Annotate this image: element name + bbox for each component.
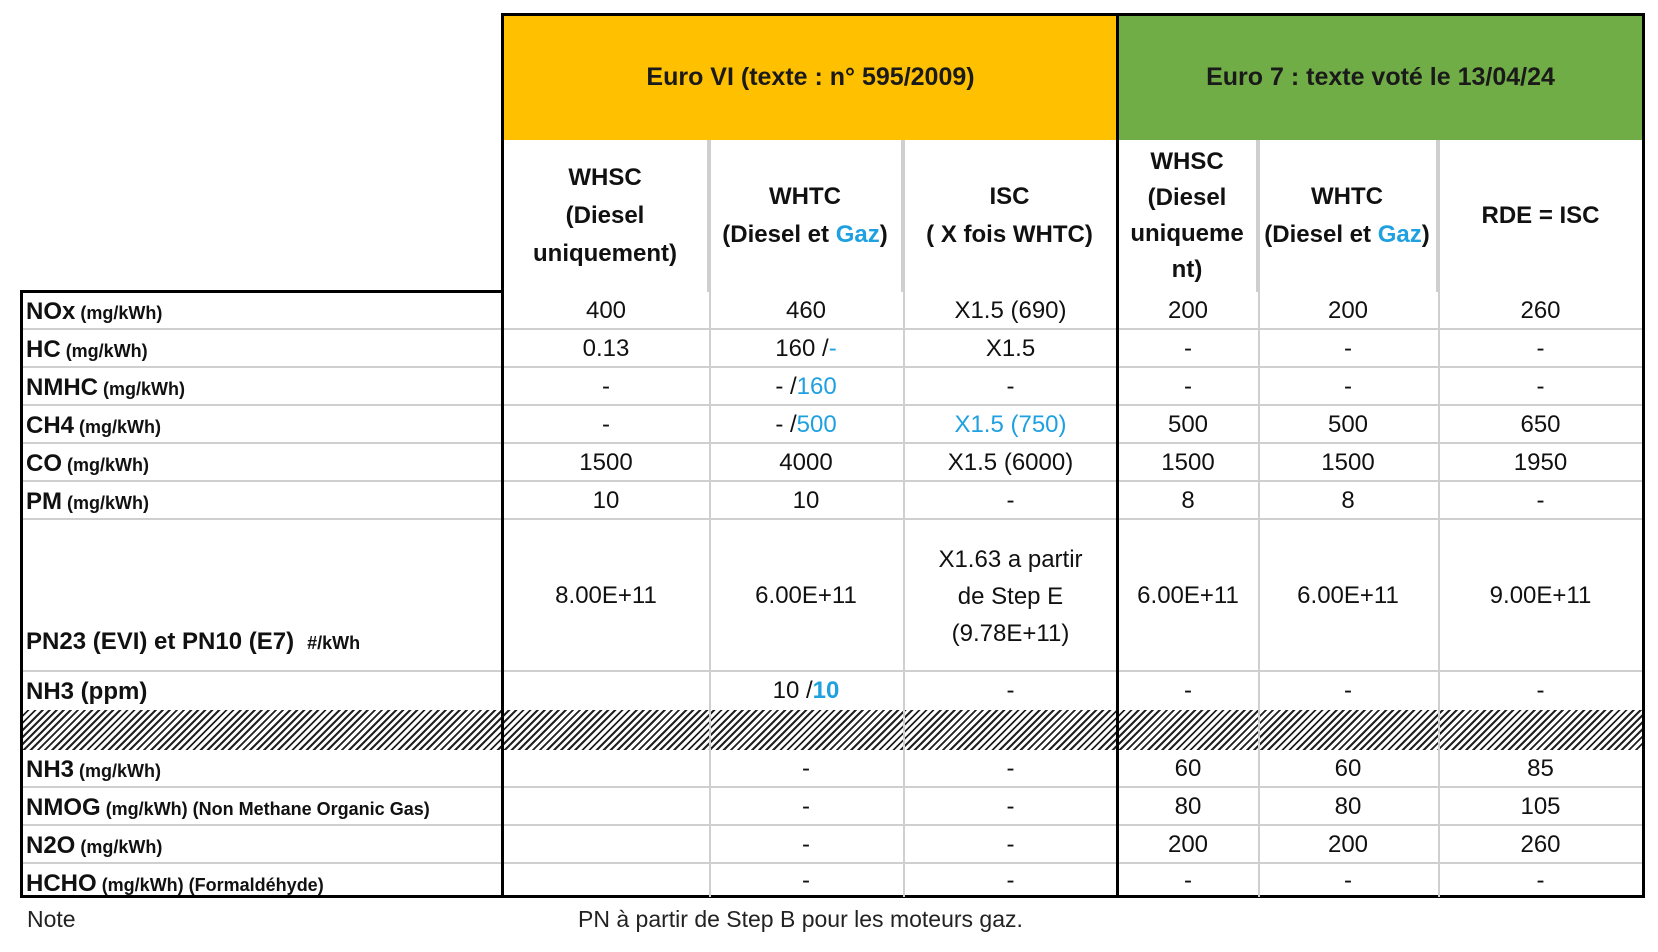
table-cell [1258,788,1438,826]
table-cell [1118,292,1258,330]
table-cell [709,368,903,406]
row-name: NH3 (ppm) [26,678,148,705]
cell-value: 260 [1520,831,1561,858]
col-header-rde: RDE = ISC [1481,202,1600,229]
table-cell [503,444,709,482]
table-cell [1258,292,1438,330]
cell-value-gas: 10 [812,677,840,704]
table-cell [709,788,903,826]
table-cell [1438,788,1643,826]
cell-value: - [1536,487,1545,514]
cell-value: - [1536,335,1545,362]
row-label [26,374,185,402]
table-cell [1438,750,1643,788]
cell-value: - / [775,373,797,400]
row-unit: (mg/kWh) [67,455,149,475]
table-cell [903,330,1118,368]
column-divider [1438,140,1440,897]
table-cell [1258,482,1438,520]
table-cell [903,672,1118,710]
table-cell [903,368,1118,406]
cell-value: 200 [1167,831,1209,858]
table-cell [1258,330,1438,368]
cell-value: 160 / [775,335,829,362]
column-divider [709,140,711,897]
table-cell [1258,864,1438,897]
cell-value: - [602,373,610,400]
table-cell [1118,330,1258,368]
cell-value: - [1536,373,1545,400]
cell-value: - [1006,677,1015,704]
cell-value: 1500 [1321,449,1375,476]
table-cell [503,864,709,897]
row-label [26,336,148,364]
cell-value: 6.00E+11 [755,582,857,609]
row-label [26,832,162,860]
cell-value: - [1184,335,1192,362]
row-name: PN23 (EVI) et PN10 (E7) [26,628,295,655]
border-top [501,13,1645,16]
col-header-whsc-e7: WHSC (Diesel uniqueme nt) [1118,140,1258,292]
cell-value: - [1184,677,1192,704]
cell-value: 500 [1327,411,1369,438]
row-label [26,412,161,440]
row-unit: (mg/kWh) [103,379,185,399]
cell-value: - / [775,411,797,438]
table-cell [903,826,1118,864]
table-cell [903,750,1118,788]
row-unit: (mg/kWh) (Formaldéhyde) [101,875,324,895]
cell-value: 1950 [1513,449,1568,476]
table-cell [1118,750,1258,788]
cell-value: 1500 [579,449,633,476]
table-cell [903,520,1118,672]
cell-value: 1500 [1161,449,1215,476]
table-cell [1438,520,1643,672]
table-cell [903,292,1118,330]
row-unit: (mg/kWh) [67,493,149,513]
cell-value: 60 [1174,755,1202,782]
table-cell [903,482,1118,520]
table-cell [709,520,903,672]
col-header-isc: ISC ( X fois WHTC) [903,140,1118,292]
row-name: CO [26,450,62,477]
column-divider [903,140,905,897]
table-cell [503,406,709,444]
cell-value: 260 [1520,297,1561,324]
cell-value: X1.5 (6000) [947,449,1074,476]
cell-value-gas: 160 [796,373,837,400]
cell-value: 4000 [779,449,833,476]
cell-value: - [1184,866,1192,894]
cell-value: 10 / [772,677,813,704]
cell-value: 400 [585,297,627,324]
cell-value: 650 [1520,411,1561,438]
row-label [26,628,360,656]
row-name: NOx [26,298,76,325]
row-name: PM [26,488,62,515]
cell-value: 60 [1334,755,1362,782]
row-label [26,678,147,706]
border-label-top [20,290,504,293]
table-cell [709,292,903,330]
row-label [26,756,161,784]
cell-value: - [1006,831,1015,858]
cell-line: (9.78E+11) [951,619,1070,647]
table-cell [903,864,1118,897]
note-label: Note [27,906,76,932]
table-cell [1438,444,1643,482]
cell-value: 500 [1167,411,1209,438]
table-cell [1118,826,1258,864]
cell-value: - [1006,793,1015,820]
row-unit: (mg/kWh) (Non Methane Organic Gas) [105,799,430,819]
table-cell [503,520,709,672]
table-cell [503,292,709,330]
section-divider [20,710,1643,750]
table-cell [1118,672,1258,710]
cell-value: - [802,866,810,894]
table-cell [1258,368,1438,406]
row-name: CH4 [26,412,75,439]
table-cell [1118,406,1258,444]
row-name: N2O [26,832,76,859]
row-label [26,450,149,478]
table-cell [1258,406,1438,444]
cell-value-gas: 500 [796,411,837,438]
row-unit: (mg/kWh) [79,761,162,781]
table-cell [1438,330,1643,368]
column-divider [1258,140,1260,897]
cell-line: X1.63 a partir [938,545,1083,573]
cell-value: 200 [1327,831,1369,858]
cell-value: 6.00E+11 [1137,582,1239,609]
table-cell [503,750,709,788]
row-name: NMOG [26,794,101,821]
cell-value: 85 [1527,755,1554,782]
cell-value: - [1006,487,1015,514]
cell-value: - [1536,677,1545,704]
cell-value-gas: - [828,335,837,362]
table-cell [1118,864,1258,897]
cell-value: - [802,793,810,820]
cell-value: 200 [1167,297,1209,324]
cell-value: - [1536,866,1545,894]
table-cell [1258,520,1438,672]
euro7-header [1118,15,1643,140]
cell-value: - [1184,373,1192,400]
table-cell [1258,672,1438,710]
table-cell [1118,368,1258,406]
row-label [26,794,430,822]
row-name: HCHO [26,870,97,897]
cell-value: 8 [1341,487,1355,514]
col-header-whtc-e7: WHTC (Diesel et Gaz) [1258,140,1438,292]
table-cell [1118,520,1258,672]
table-cell [503,368,709,406]
row-label [26,488,149,516]
cell-value: - [1344,373,1352,400]
cell-value: - [1344,866,1352,894]
euro6-header [503,15,1118,140]
row-name: HC [26,336,61,363]
table-cell [903,406,1118,444]
cell-value: X1.5 (690) [954,297,1067,324]
cell-value: - [1006,755,1015,782]
cell-value: - [602,411,610,438]
cell-value: - [802,755,810,782]
cell-value: 105 [1520,793,1561,820]
table-cell [709,826,903,864]
cell-value: 8.00E+11 [555,582,657,609]
table-cell [1258,444,1438,482]
table-cell [709,330,903,368]
table-cell [1118,482,1258,520]
table-cell [1438,482,1643,520]
cell-line: de Step E [957,582,1064,610]
cell-value: X1.5 [985,335,1036,362]
table-cell [709,864,903,897]
table-cell [1438,368,1643,406]
table-cell [1438,406,1643,444]
col-header-whtc-e6: WHTC (Diesel et Gaz) [709,140,903,292]
cell-value: - [1344,677,1352,704]
row-label [26,870,324,898]
cell-value: 10 [792,487,820,514]
row-name: NMHC [26,374,98,401]
row-unit: (mg/kWh) [80,837,163,857]
euro7-title: Euro 7 : texte voté le 13/04/24 [1206,63,1555,91]
table-cell [709,672,903,710]
cell-value: 10 [592,487,620,514]
table-cell [503,826,709,864]
table-cell [709,406,903,444]
cell-value: 200 [1327,297,1369,324]
row-unit: (mg/kWh) [65,341,148,361]
table-cell [503,672,709,710]
row-unit: (mg/kWh) [79,417,162,437]
cell-value: 6.00E+11 [1297,582,1399,609]
table-cell [503,482,709,520]
euro6-title: Euro VI (texte : n° 595/2009) [646,63,975,91]
table-cell [503,788,709,826]
table-cell [709,750,903,788]
table-cell [503,330,709,368]
table-cell [1438,292,1643,330]
cell-value: 80 [1174,793,1202,820]
table-cell [709,444,903,482]
cell-value: 460 [785,297,827,324]
table-cell [1258,750,1438,788]
cell-value: 9.00E+11 [1489,582,1592,609]
table-cell [1438,826,1643,864]
table-cell [903,444,1118,482]
cell-value: - [1344,335,1352,362]
note-text: PN à partir de Step B pour les moteurs gaz. [578,906,1023,932]
col-header-whsc-e6: WHSC (Diesel uniquement) [503,140,709,292]
border-label-left [20,290,23,898]
row-unit: (mg/kWh) [80,303,163,323]
cell-value: - [1006,866,1015,894]
table-cell [1258,826,1438,864]
cell-value: 0.13 [582,335,630,362]
cell-value: 80 [1334,793,1362,820]
row-name: NH3 [26,756,75,783]
table-cell [903,788,1118,826]
table-cell [1438,864,1643,897]
cell-value: 8 [1181,487,1195,514]
cell-value: - [802,831,810,858]
cell-value: X1.5 (750) [954,411,1067,438]
table-cell [709,482,903,520]
table-cell [1118,444,1258,482]
table-cell [1118,788,1258,826]
table-cell [1438,672,1643,710]
cell-value: - [1006,373,1015,400]
row-unit: #/kWh [307,633,361,653]
row-label [26,298,162,326]
